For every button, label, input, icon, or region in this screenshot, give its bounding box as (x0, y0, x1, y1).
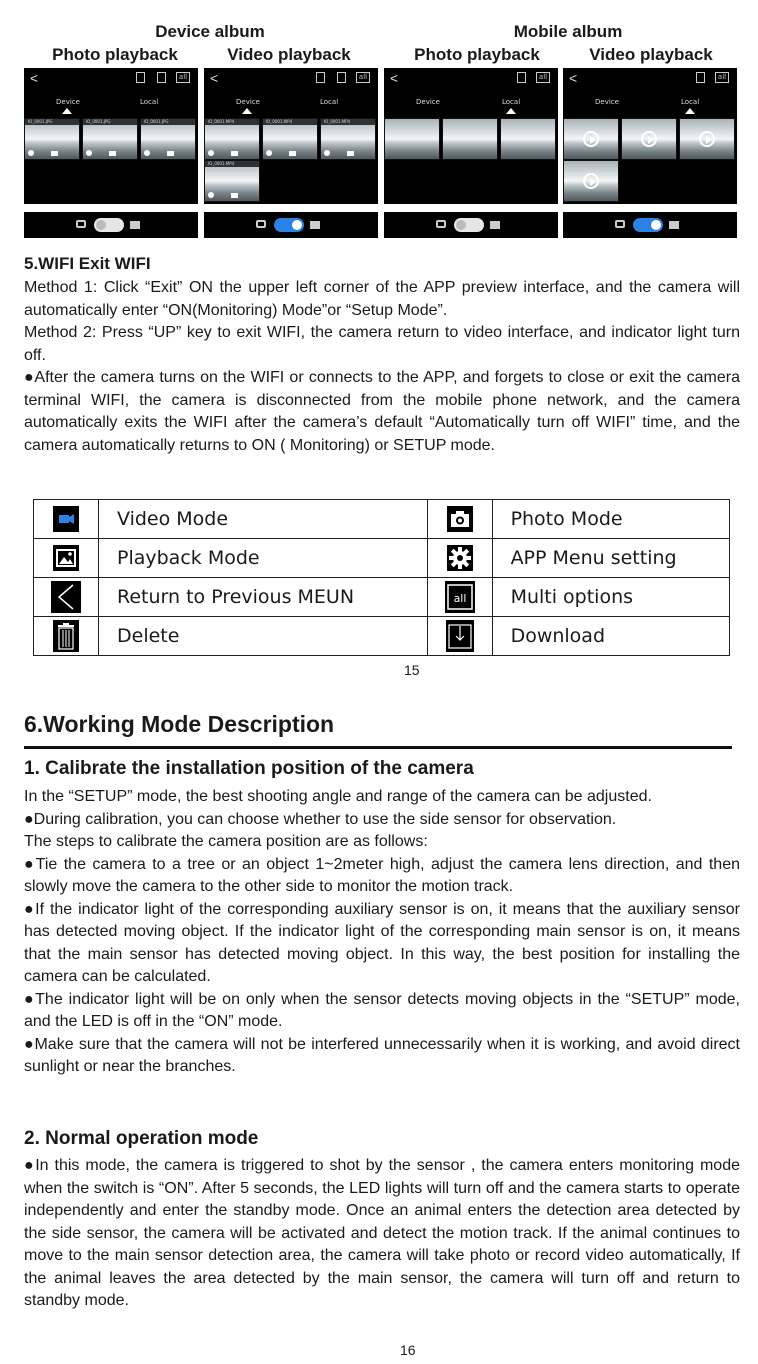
device-video-screen (204, 68, 378, 204)
tab-indicator (685, 108, 695, 114)
device-album-heading: Device album (155, 22, 265, 41)
paragraph: ●Make sure that the camera will not be interfered unnecessarily when it is working, and avoid direct sunlight or near the branches. (24, 1035, 740, 1075)
icon-legend-table (33, 499, 730, 656)
table-label: Download (492, 617, 729, 656)
trash-icon[interactable] (696, 72, 705, 83)
subsection1-heading: 1. Calibrate the installation position of the camera (24, 758, 474, 779)
video-camera-icon (490, 221, 500, 229)
video-thumbnail[interactable]: IO_0001.MP4 (204, 118, 260, 160)
photo-thumbnail[interactable]: IO_0001.JPG (82, 118, 138, 160)
tab-local[interactable]: Local (140, 98, 159, 106)
video-camera-icon (53, 506, 79, 532)
thumb-row (563, 160, 737, 204)
mobile-video-screen (563, 68, 737, 204)
method2-text: Method 2: Press “UP” key to exit WIFI, the camera return to video interface, and indicator light turn off. (24, 324, 740, 364)
mobile-photo-screen (384, 68, 558, 204)
video-thumbnail[interactable] (563, 118, 619, 160)
trash-icon[interactable] (517, 72, 526, 83)
all-icon[interactable]: all (536, 72, 550, 83)
subsection2-heading: 2. Normal operation mode (24, 1128, 259, 1149)
chevron-left-icon[interactable]: < (210, 70, 219, 86)
video-camera-icon (130, 221, 140, 229)
photo-video-switch[interactable] (274, 218, 304, 232)
thumb-row (204, 118, 378, 162)
tab-local[interactable]: Local (681, 98, 700, 106)
paragraph: In the “SETUP” mode, the best shooting angle and range of the camera can be adjusted. (24, 788, 652, 805)
camera-icon (447, 506, 473, 532)
photo-thumbnail[interactable] (384, 118, 440, 160)
table-label: Photo Mode (492, 500, 729, 539)
paragraph: ●The indicator light will be on only when the sensor detects moving objects in the “SETUP” mode, and the LED is off in the “ON” mode. (24, 990, 740, 1030)
photo-thumbnail[interactable] (442, 118, 498, 160)
video-thumbnail[interactable]: IO_0001.MP4 (262, 118, 318, 160)
all-icon[interactable]: all (356, 72, 370, 83)
svg-text:all: all (453, 592, 466, 605)
mode-toggle-bar (563, 212, 737, 238)
chevron-left-icon[interactable]: < (390, 70, 399, 86)
photo-video-switch[interactable] (94, 218, 124, 232)
tab-indicator (242, 108, 252, 114)
play-icon (641, 131, 657, 147)
tab-indicator (506, 108, 516, 114)
all-icon[interactable]: all (176, 72, 190, 83)
thumb-row (563, 118, 737, 162)
table-row (34, 500, 730, 539)
all-icon[interactable]: all (715, 72, 729, 83)
table-label: Playback Mode (99, 539, 428, 578)
play-icon (583, 131, 599, 147)
tab-local[interactable]: Local (320, 98, 339, 106)
album-tabs (24, 98, 198, 116)
table-row (34, 617, 730, 656)
video-camera-icon (310, 221, 320, 229)
photo-video-switch[interactable] (454, 218, 484, 232)
photo-thumbnail[interactable] (500, 118, 556, 160)
subsection1-body (24, 786, 740, 1079)
download-icon[interactable] (316, 72, 325, 83)
mobile-album-heading: Mobile album (513, 22, 623, 41)
gear-icon (447, 545, 473, 571)
camera-icon (436, 220, 446, 228)
download-icon (446, 620, 474, 652)
table-label: Multi options (492, 578, 729, 617)
table-row (34, 539, 730, 578)
play-icon (583, 173, 599, 189)
trash-icon[interactable] (157, 72, 166, 83)
title-divider (24, 746, 732, 749)
tab-device[interactable]: Device (56, 98, 80, 106)
table-label: Return to Previous MEUN (99, 578, 428, 617)
photo-thumbnail[interactable]: IO_0001.JPG (24, 118, 80, 160)
video-thumbnail[interactable] (621, 118, 677, 160)
trash-icon (53, 620, 79, 652)
section5-heading: 5.WIFI Exit WIFI (24, 254, 151, 273)
table-row (34, 578, 730, 617)
wifi-note-text: ●After the camera turns on the WIFI or connects to the APP, and forgets to close or exit the camera terminal WIFI, the camera is disconnected from the mobile phone network, and the camera automatically exits the WIFI after the camera’s default “Automatically turn off WIFI” time, and the camera automatically returns to ON ( Monitoring) or SETUP mode. (24, 369, 740, 454)
mobile-video-playback-label: Video playback (589, 45, 713, 64)
paragraph: ●Tie the camera to a tree or an object 1~2meter high, adjust the camera lens direction, and then slowly move the camera to the other side to monitor the motion track. (24, 855, 740, 895)
mode-toggle-bar (204, 212, 378, 238)
video-thumbnail[interactable]: IO_0001.MP4 (204, 160, 260, 202)
chevron-left-icon (51, 581, 81, 613)
video-camera-icon (669, 221, 679, 229)
album-tabs (563, 98, 737, 116)
album-tabs (384, 98, 558, 116)
thumb-row (384, 118, 558, 162)
photo-video-switch[interactable] (633, 218, 663, 232)
section5-body (24, 277, 740, 457)
mode-toggle-bar (384, 212, 558, 238)
all-icon (445, 581, 475, 613)
tab-device[interactable]: Device (416, 98, 440, 106)
chevron-left-icon[interactable]: < (30, 70, 39, 86)
image-icon (53, 545, 79, 571)
device-photo-playback-label: Photo playback (52, 45, 178, 64)
trash-icon[interactable] (337, 72, 346, 83)
play-icon (699, 131, 715, 147)
video-thumbnail[interactable] (563, 160, 619, 202)
mobile-photo-playback-label: Photo playback (414, 45, 540, 64)
device-video-playback-label: Video playback (227, 45, 351, 64)
page-number: 15 (404, 662, 420, 678)
tab-device[interactable]: Device (236, 98, 260, 106)
paragraph: ●If the indicator light of the corresponding auxiliary sensor is on, it means that the auxiliary sensor has detected moving object. If the indicator light of the corresponding main sensor is on, it means that the main sensor has detected moving object. In this way, the best position for installing the camera can be calculated. (24, 900, 740, 985)
album-tabs (204, 98, 378, 116)
camera-icon (615, 220, 625, 228)
section6-title: 6.Working Mode Description (24, 711, 335, 737)
tab-device[interactable]: Device (595, 98, 619, 106)
device-photo-screen (24, 68, 198, 204)
thumb-row (24, 118, 198, 162)
video-thumbnail[interactable] (679, 118, 735, 160)
photo-thumbnail[interactable]: IO_0001.JPG (140, 118, 196, 160)
paragraph: ●During calibration, you can choose whether to use the side sensor for observation. (24, 810, 617, 828)
tab-local[interactable]: Local (502, 98, 521, 106)
thumb-row (204, 160, 378, 204)
download-icon[interactable] (136, 72, 145, 83)
paragraph: The steps to calibrate the camera position are as follows: (24, 833, 428, 850)
table-label: Video Mode (99, 500, 428, 539)
page-number: 16 (400, 1342, 416, 1358)
camera-icon (76, 220, 86, 228)
method1-text: Method 1: Click “Exit” ON the upper left corner of the APP preview interface, and the camera will automatically enter “ON(Monitoring) Mode”or “Setup Mode”. (24, 279, 740, 319)
video-thumbnail[interactable]: IO_0001.MP4 (320, 118, 376, 160)
tab-indicator (62, 108, 72, 114)
table-label: APP Menu setting (492, 539, 729, 578)
mode-toggle-bar (24, 212, 198, 238)
camera-icon (256, 220, 266, 228)
subsection2-body (24, 1155, 740, 1313)
paragraph: ●In this mode, the camera is triggered to shot by the sensor , the camera enters monitoring mode when the switch is “ON”. After 5 seconds, the LED lights will turn off and the camera starts to operate independently and enter the standby mode. Once an animal enters the detection area detected by the side sensor, the camera will be activated and detect the motion track. If the animal continues to move to the main sensor detection area, the camera will take photo or record video automatically, If the animal leaves the area detected by the main sensor, the camera will turn off and return to standby mode. (24, 1157, 740, 1309)
table-label: Delete (99, 617, 428, 656)
chevron-left-icon[interactable]: < (569, 70, 578, 86)
